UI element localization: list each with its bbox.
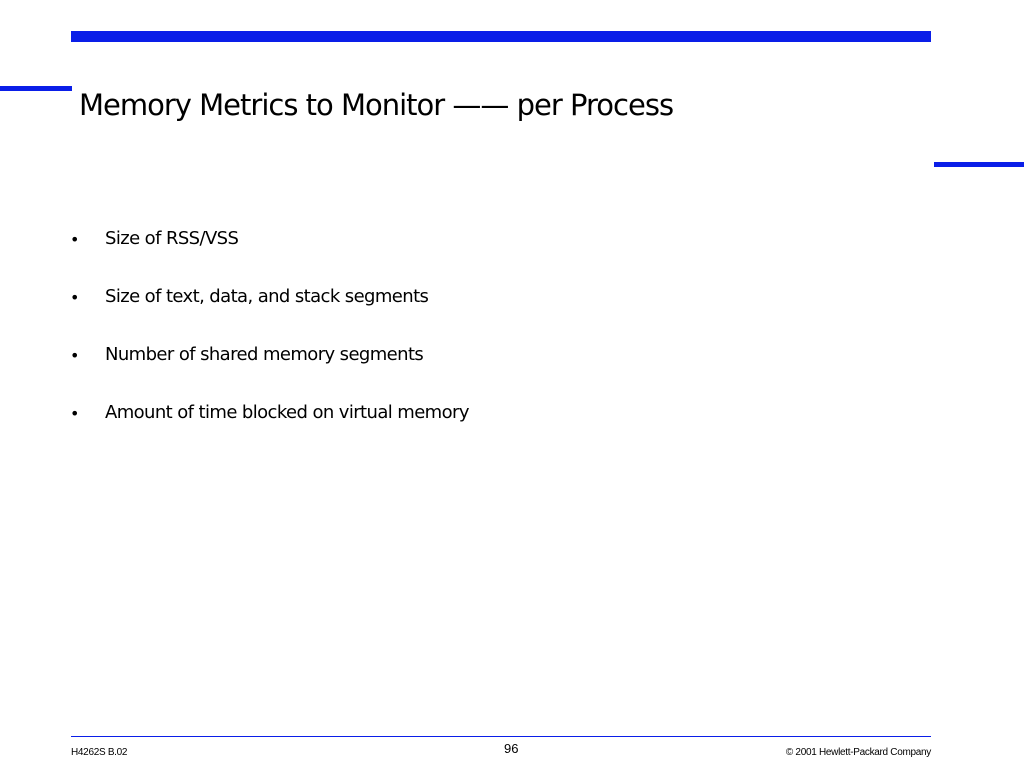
page-number: 96 (504, 741, 519, 756)
top-accent-bar (71, 31, 931, 42)
bullet-text: Number of shared memory segments (105, 344, 424, 365)
bullet-marker: • (70, 346, 79, 365)
bullet-marker: • (70, 288, 79, 307)
footer-divider (71, 736, 931, 737)
copyright-notice: © 2001 Hewlett-Packard Company (785, 747, 931, 758)
bullet-marker: • (70, 404, 79, 423)
bullet-text: Size of RSS/VSS (105, 228, 239, 249)
right-accent-bar (934, 162, 1024, 167)
bullet-marker: • (70, 230, 79, 249)
left-accent-bar (0, 86, 72, 91)
slide-title: Memory Metrics to Monitor —— per Process (79, 88, 674, 122)
bullet-text: Size of text, data, and stack segments (105, 286, 429, 307)
course-code: H4262S B.02 (71, 747, 128, 758)
bullet-text: Amount of time blocked on virtual memory (105, 402, 469, 423)
